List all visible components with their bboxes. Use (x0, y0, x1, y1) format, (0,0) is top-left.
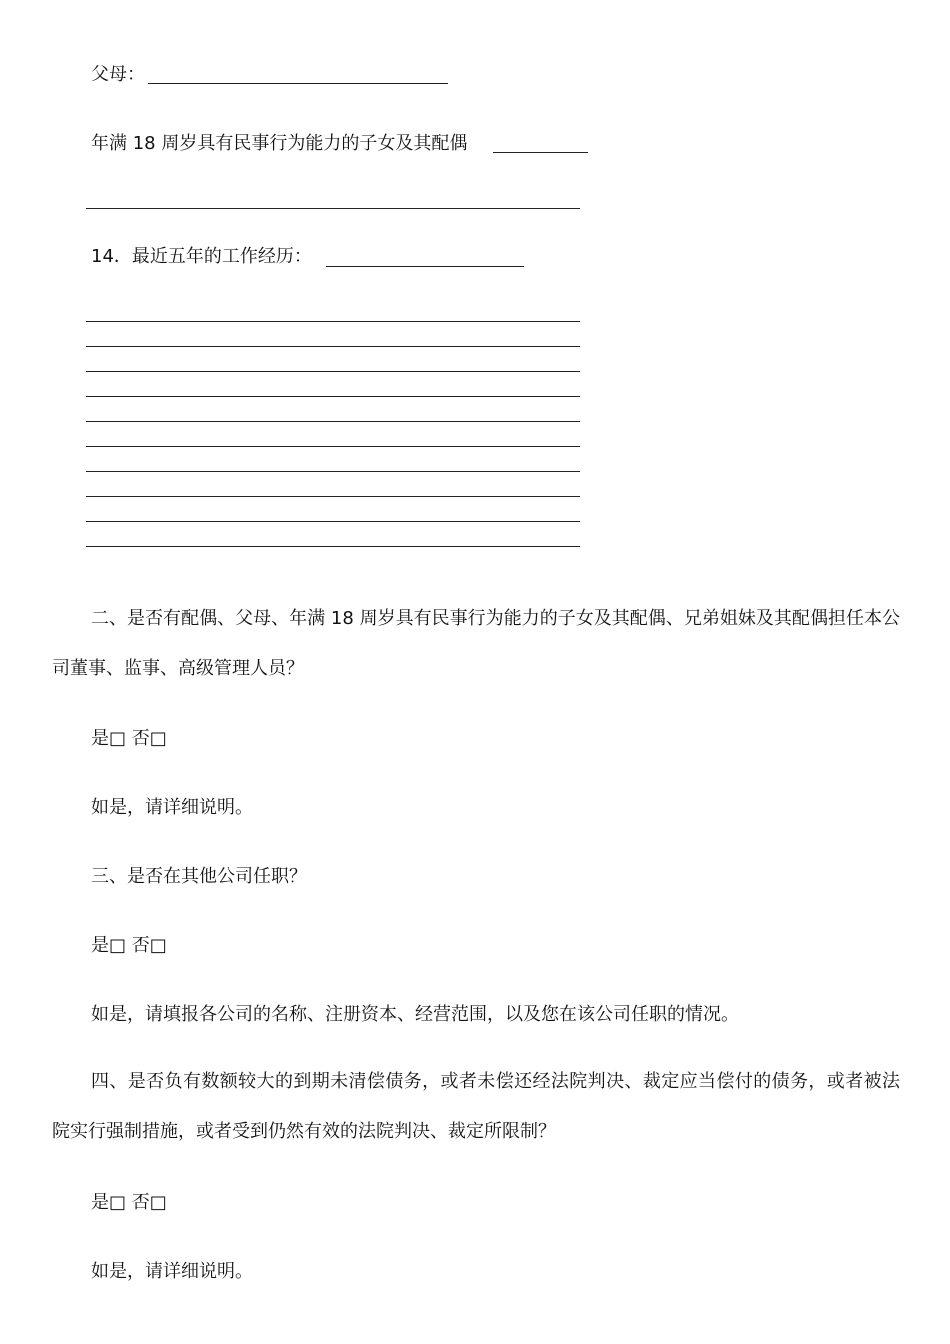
section2-note: 如是，请详细说明。 (91, 797, 253, 818)
section2-question: 二、是否有配偶、父母、年满 18 周岁具有民事行为能力的子女及其配偶、兄弟姐妹及其配偶担任本公司董事、监事、高级管理人员？ (52, 608, 900, 679)
children-continuation-line[interactable] (86, 208, 580, 209)
work-history-input-line[interactable] (326, 266, 524, 267)
work-history-line[interactable] (86, 496, 580, 497)
work-history-line[interactable] (86, 371, 580, 372)
work-history-line[interactable] (86, 521, 580, 522)
work-history-line[interactable] (86, 421, 580, 422)
section4-note: 如是，请详细说明。 (91, 1261, 253, 1282)
children-label: 年满 18 周岁具有民事行为能力的子女及其配偶 (91, 133, 468, 154)
work-history-line[interactable] (86, 446, 580, 447)
section4-yes-no-options[interactable]: 是□ 否□ (91, 1192, 167, 1213)
work-history-line[interactable] (86, 471, 580, 472)
section3-yes-no-options[interactable]: 是□ 否□ (91, 935, 167, 956)
work-history-line[interactable] (86, 321, 580, 322)
work-history-line[interactable] (86, 396, 580, 397)
work-history-line[interactable] (86, 546, 580, 547)
section3-note: 如是，请填报各公司的名称、注册资本、经营范围，以及您在该公司任职的情况。 (91, 1004, 739, 1025)
work-history-label: 14．最近五年的工作经历： (91, 246, 312, 267)
children-input-line[interactable] (493, 152, 588, 153)
section4-question: 四、是否负有数额较大的到期未清偿债务，或者未偿还经法院判决、裁定应当偿付的债务，或者被法院实行强制措施，或者受到仍然有效的法院判决、裁定所限制？ (52, 1071, 900, 1142)
work-history-line[interactable] (86, 346, 580, 347)
section2-yes-no-options[interactable]: 是□ 否□ (91, 728, 167, 749)
section3-question: 三、是否在其他公司任职？ (91, 866, 307, 887)
parents-label: 父母： (91, 64, 145, 85)
parents-input-line[interactable] (148, 83, 448, 84)
